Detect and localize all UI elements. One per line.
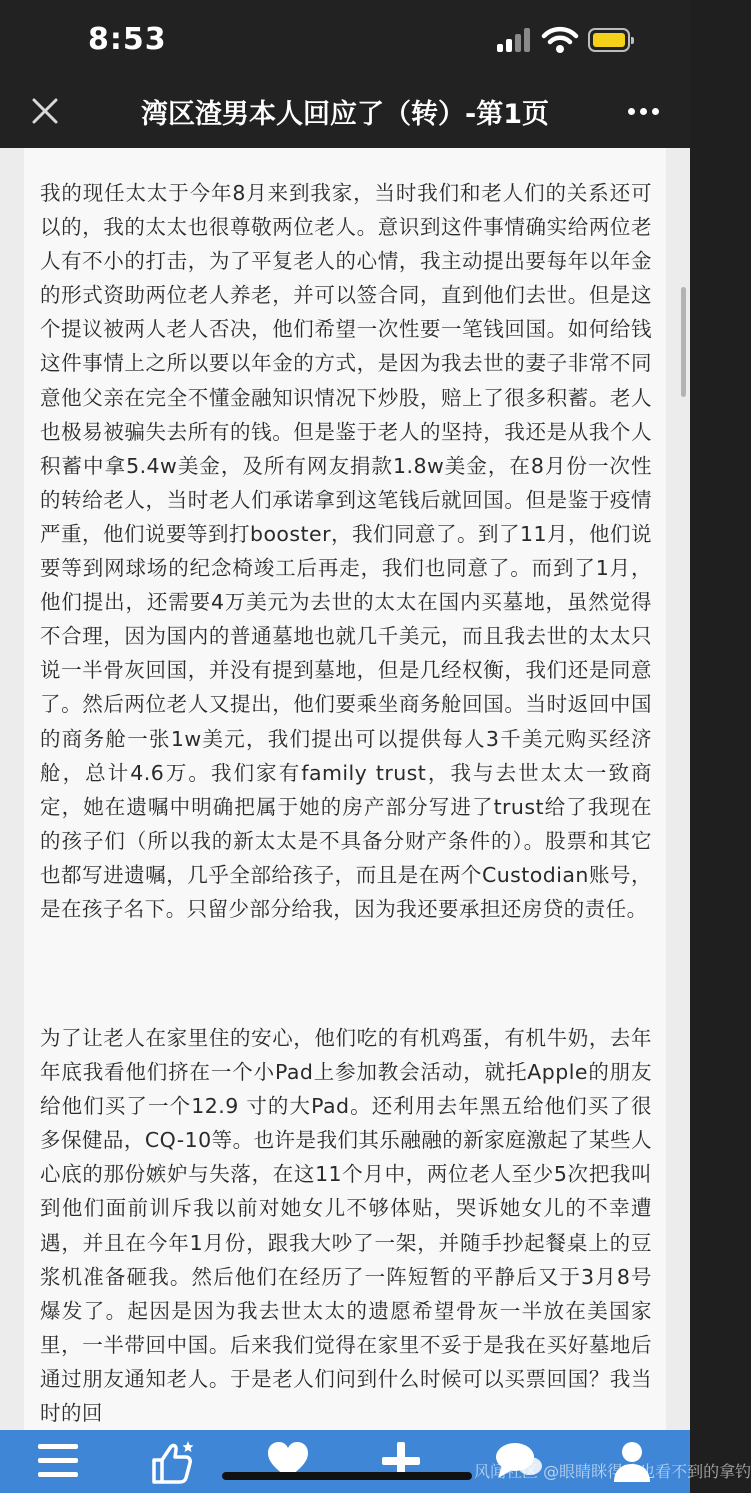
- more-dots-icon[interactable]: [628, 108, 660, 116]
- cellular-signal-icon: [497, 28, 533, 52]
- battery-icon: [588, 28, 630, 52]
- close-icon[interactable]: [28, 94, 62, 128]
- like-icon[interactable]: [150, 1440, 196, 1484]
- article-paragraph: 为了让老人在家里住的安心，他们吃的有机鸡蛋，有机牛奶，去年年底我看他们挤在一个小Pad上参加教会活动，就托Apple的朋友给他们买了一个12.9 寸的大Pad。还利用去年黑五给他们买了很多保健品，CQ-10等。也许是我们其乐融融的新家庭激起了某些人心底的那份嫉妒与失落，在这11个月中，两位老人至少5次把我叫到他们面前训斥我以前对她女儿不够体贴，哭诉她女儿的不幸遭遇，并且在今年1月份，跟我大吵了一架，并随手抄起餐桌上的豆浆机准备砸我。然后他们在经历了一阵短暂的平静后又于3月8号爆发了。起因是因为我去世太太的遗愿希望骨灰一半放在美国家里，一半带回中国。后来我们觉得在家里不妥于是我在买好墓地后通过朋友通知老人。于是老人们问到什么时候可以买票回国？我当时的回: [40, 1026, 652, 1426]
- menu-icon[interactable]: [36, 1440, 80, 1482]
- page-title: 湾区渣男本人回应了（转）-第1页: [141, 99, 549, 130]
- article-paragraph: 我的现任太太于今年8月来到我家，当时我们和老人们的关系还可以的，我的太太也很尊敬两位老人。意识到这件事情确实给两位老人有不小的打击，为了平复老人的心情，我主动提出要每年以年金的形式资助两位老人养老，并可以签合同，直到他们去世。但是这个提议被两人老人否决，他们希望一次性要一笔钱回国。如何给钱这件事情上之所以要以年金的方式，是因为我去世的妻子非常不同意他父亲在完全不懂金融知识情况下炒股，赔上了很多积蓄。老人也极易被骗失去所有的钱。但是鉴于老人的坚持，我还是从我个人积蓄中拿5.4w美金，及所有网友捐款1.8w美金，在8月份一次性的转给老人，当时老人们承诺拿到这笔钱后就回国。但是鉴于疫情严重，他们说要等到打booster，我们同意了。到了11月，他们说要等到网球场的纪念椅竣工后再走，我们也同意了。而到了1月，他们提出，还需要4万美元为去世的太太在国内买墓地，虽然觉得不合理，因为国内的普通墓地也就几千美元，而且我去世的太太只说一半骨灰回国，并没有提到墓地，但是几经权衡，我们还是同意了。然后两位老人又提出，他们要乘坐商务舱回国。当时返回中国的商务舱一张1w美元，我们提出可以提供每人3千美元购买经济舱，总计4.6万。我们家有family trust，我与去世太太一致商定，她在遗嘱中明确把属于她的房产部分写进了trust给了我现在的孩子们（所以我的新太太是不具备分财产条件的）。股票和其它也都写进遗嘱，几乎全部给孩子，而且是在两个Custodian账号，是在孩子名下。只留少部分给我，因为我还要承担还房贷的责任。: [40, 181, 652, 921]
- home-indicator[interactable]: [222, 1472, 472, 1480]
- scrollbar[interactable]: [681, 287, 686, 397]
- bottom-toolbar: [0, 1430, 751, 1493]
- article-body: [24, 148, 666, 1430]
- status-time: 8:53: [88, 22, 167, 57]
- watermark: 风闻社区 @眼睛眯得啥也看不到的拿钓: [474, 1462, 751, 1481]
- wifi-icon: [542, 26, 578, 54]
- top-bar: [0, 0, 690, 148]
